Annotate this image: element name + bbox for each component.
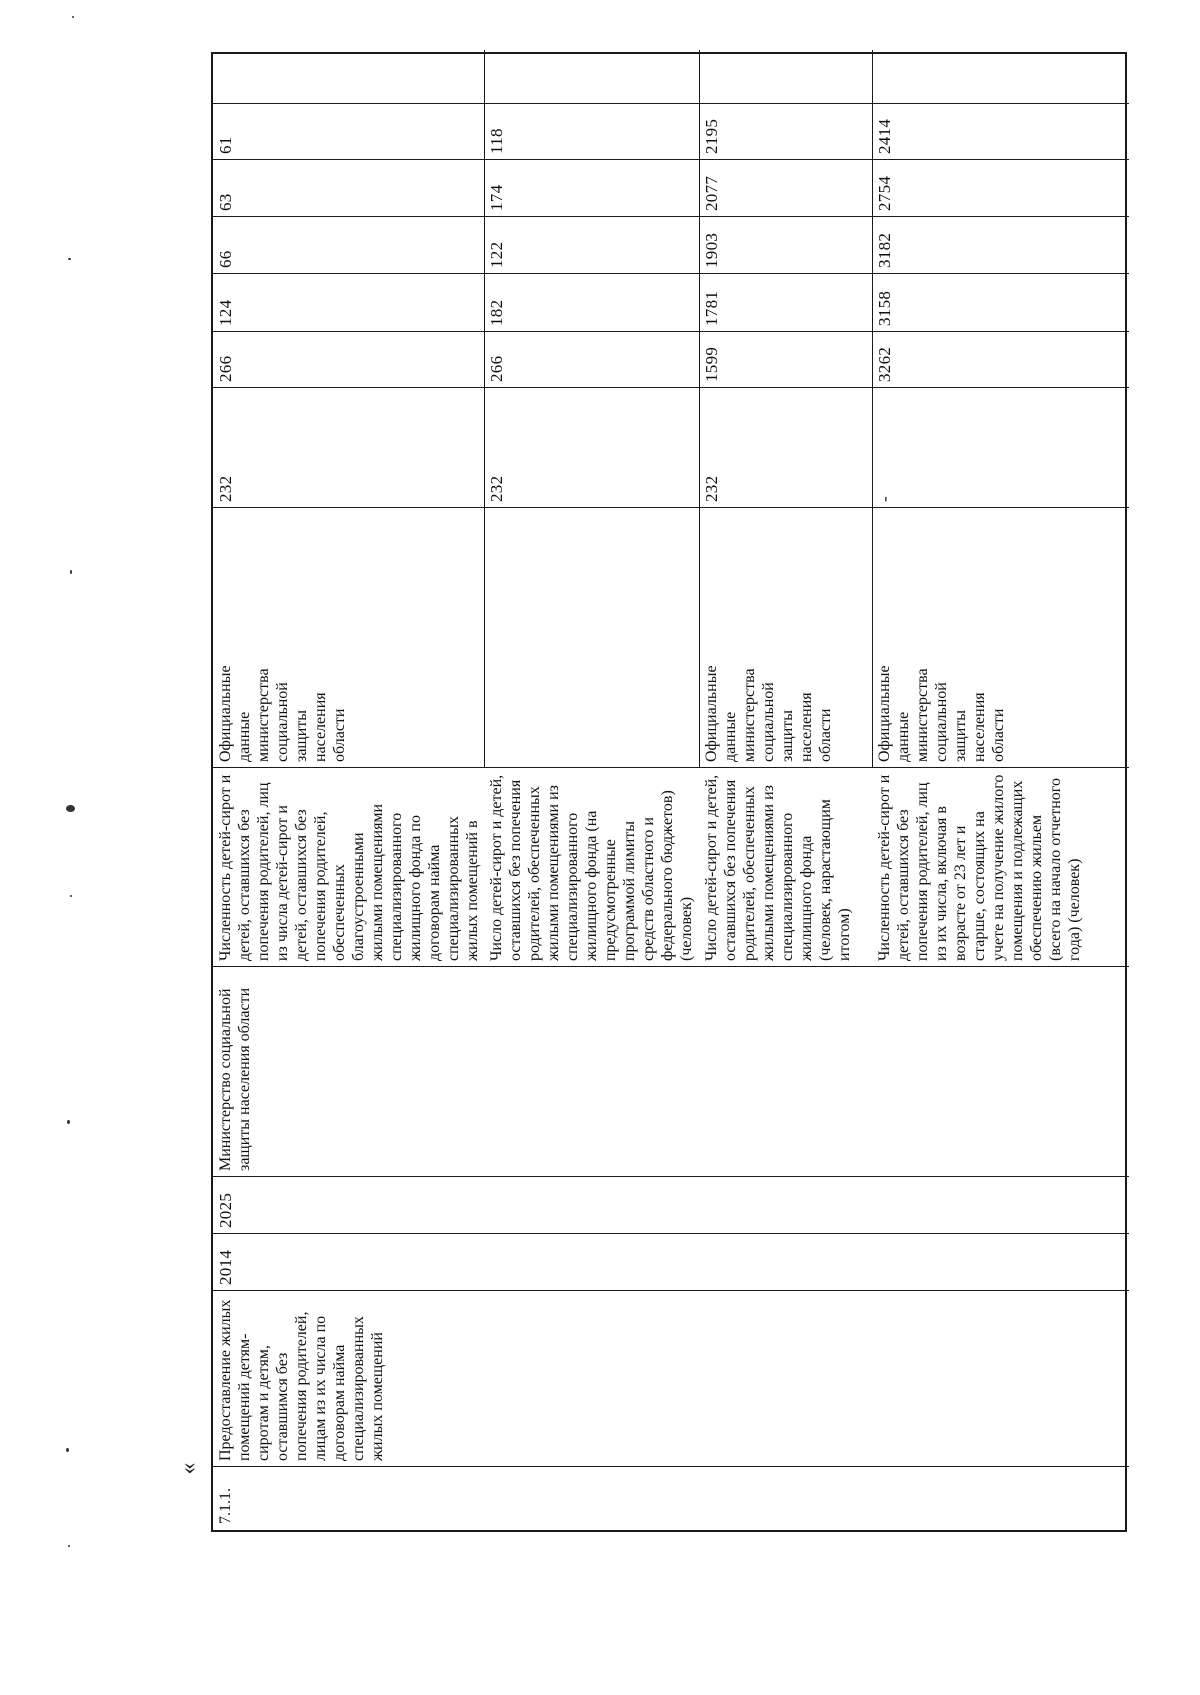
program-measure-table (211, 52, 1127, 1532)
indicator-base-cell: 232 (216, 475, 235, 502)
indicator-name-cell: Число детей-сирот и детей, оставшихся без попечения родителей, обеспеченных жилыми помещениями из специализированного жилищного фонда (человек, нарастающим итогом) (703, 774, 853, 961)
scan-speck (70, 895, 72, 897)
table-col-divider (213, 216, 1129, 217)
rotated-table-container (211, 52, 1127, 1532)
indicator-base-cell: 232 (487, 475, 506, 502)
scan-speck (70, 570, 72, 574)
year-end-cell: 2025 (216, 1192, 235, 1228)
scan-speck (68, 258, 71, 260)
indicator-value-cell: 182 (487, 299, 506, 326)
indicator-value-cell: 1781 (702, 290, 721, 326)
table-col-divider (213, 273, 1129, 274)
indicator-source-cell: Официальные данные министерства социальной защиты населения области (217, 665, 348, 762)
indicator-value-cell: 2077 (702, 175, 721, 211)
responsible-cell: Министерство социальной защиты населения области (217, 987, 253, 1171)
indicator-value-cell: 2195 (702, 118, 721, 154)
measure-name-cell: Предоставление жилых помещений детям-сиротам и детям, оставшимся без попечения родителей, лицам из их числа по договорам найма специализированных жилых помещений (217, 1299, 386, 1461)
indicator-name-cell: Численность детей-сирот и детей, оставшихся без попечения родителей, лиц из их числа, включая в возрасте от 23 лет и старше, состоящих на учете на получение жилого помещения и подлежащих обеспечению жильем (всего на начало отчетного года) (человек) (876, 774, 1083, 961)
scan-speck (67, 1120, 70, 1124)
indicator-value-cell: 3182 (875, 232, 894, 268)
indicator-value-cell: 3262 (875, 346, 894, 382)
opening-quote: « (175, 1462, 202, 1475)
indicator-source-cell: Официальные данные министерства социальной защиты населения области (703, 665, 834, 762)
indicator-value-cell: 1903 (702, 232, 721, 268)
indicator-value-cell: 118 (487, 128, 506, 154)
indicator-base-cell: 232 (702, 475, 721, 502)
indicator-value-cell: 174 (487, 184, 506, 211)
scan-speck (66, 1448, 69, 1452)
indicator-value-cell: 61 (216, 136, 235, 154)
scan-speck (68, 1545, 70, 1547)
indicator-value-cell: 2754 (875, 175, 894, 211)
indicator-value-cell: 66 (216, 250, 235, 268)
scan-speck (72, 16, 74, 18)
table-col-divider (213, 387, 1129, 388)
year-start-cell: 2014 (216, 1249, 235, 1285)
indicator-source-cell: Официальные данные министерства социальной защиты населения области (876, 665, 1007, 762)
indicator-value-cell: 124 (216, 299, 235, 326)
scan-speck (66, 805, 75, 812)
row-number-cell: 7.1.1. (217, 1488, 234, 1524)
table-col-divider (213, 1176, 1129, 1177)
indicator-source-cell (484, 648, 699, 768)
indicator-value-cell: 3158 (875, 290, 894, 326)
indicator-value-cell: 2414 (875, 118, 894, 154)
table-col-divider (213, 331, 1129, 332)
indicator-value-cell: 122 (487, 241, 506, 268)
table-col-divider (213, 507, 1129, 508)
indicator-value-cell: 1599 (702, 346, 721, 382)
table-col-divider (213, 103, 1129, 104)
indicator-value-cell: 266 (216, 355, 235, 382)
indicator-value-cell: 63 (216, 193, 235, 211)
indicator-value-cell: 266 (487, 355, 506, 382)
indicator-base-cell: - (875, 496, 894, 502)
indicator-name-cell: Численность детей-сирот и детей, оставшихся без попечения родителей, лиц из числа детей-сирот и детей, оставшихся без попечения родителей, обеспеченных благоустроенными жилыми помещениями специализированного жилищного фонда по договорам найма специализированных жилых помещений в (217, 774, 481, 961)
indicator-name-cell: Число детей-сирот и детей, оставшихся без попечения родителей, обеспеченных жилыми помещениями из специализированного жилищного фонда (на предусмотренные программой лимиты средств областного и федерального бюджетов) (человек) (488, 774, 695, 961)
table-col-divider (213, 159, 1129, 160)
table-col-divider (213, 1233, 1129, 1234)
